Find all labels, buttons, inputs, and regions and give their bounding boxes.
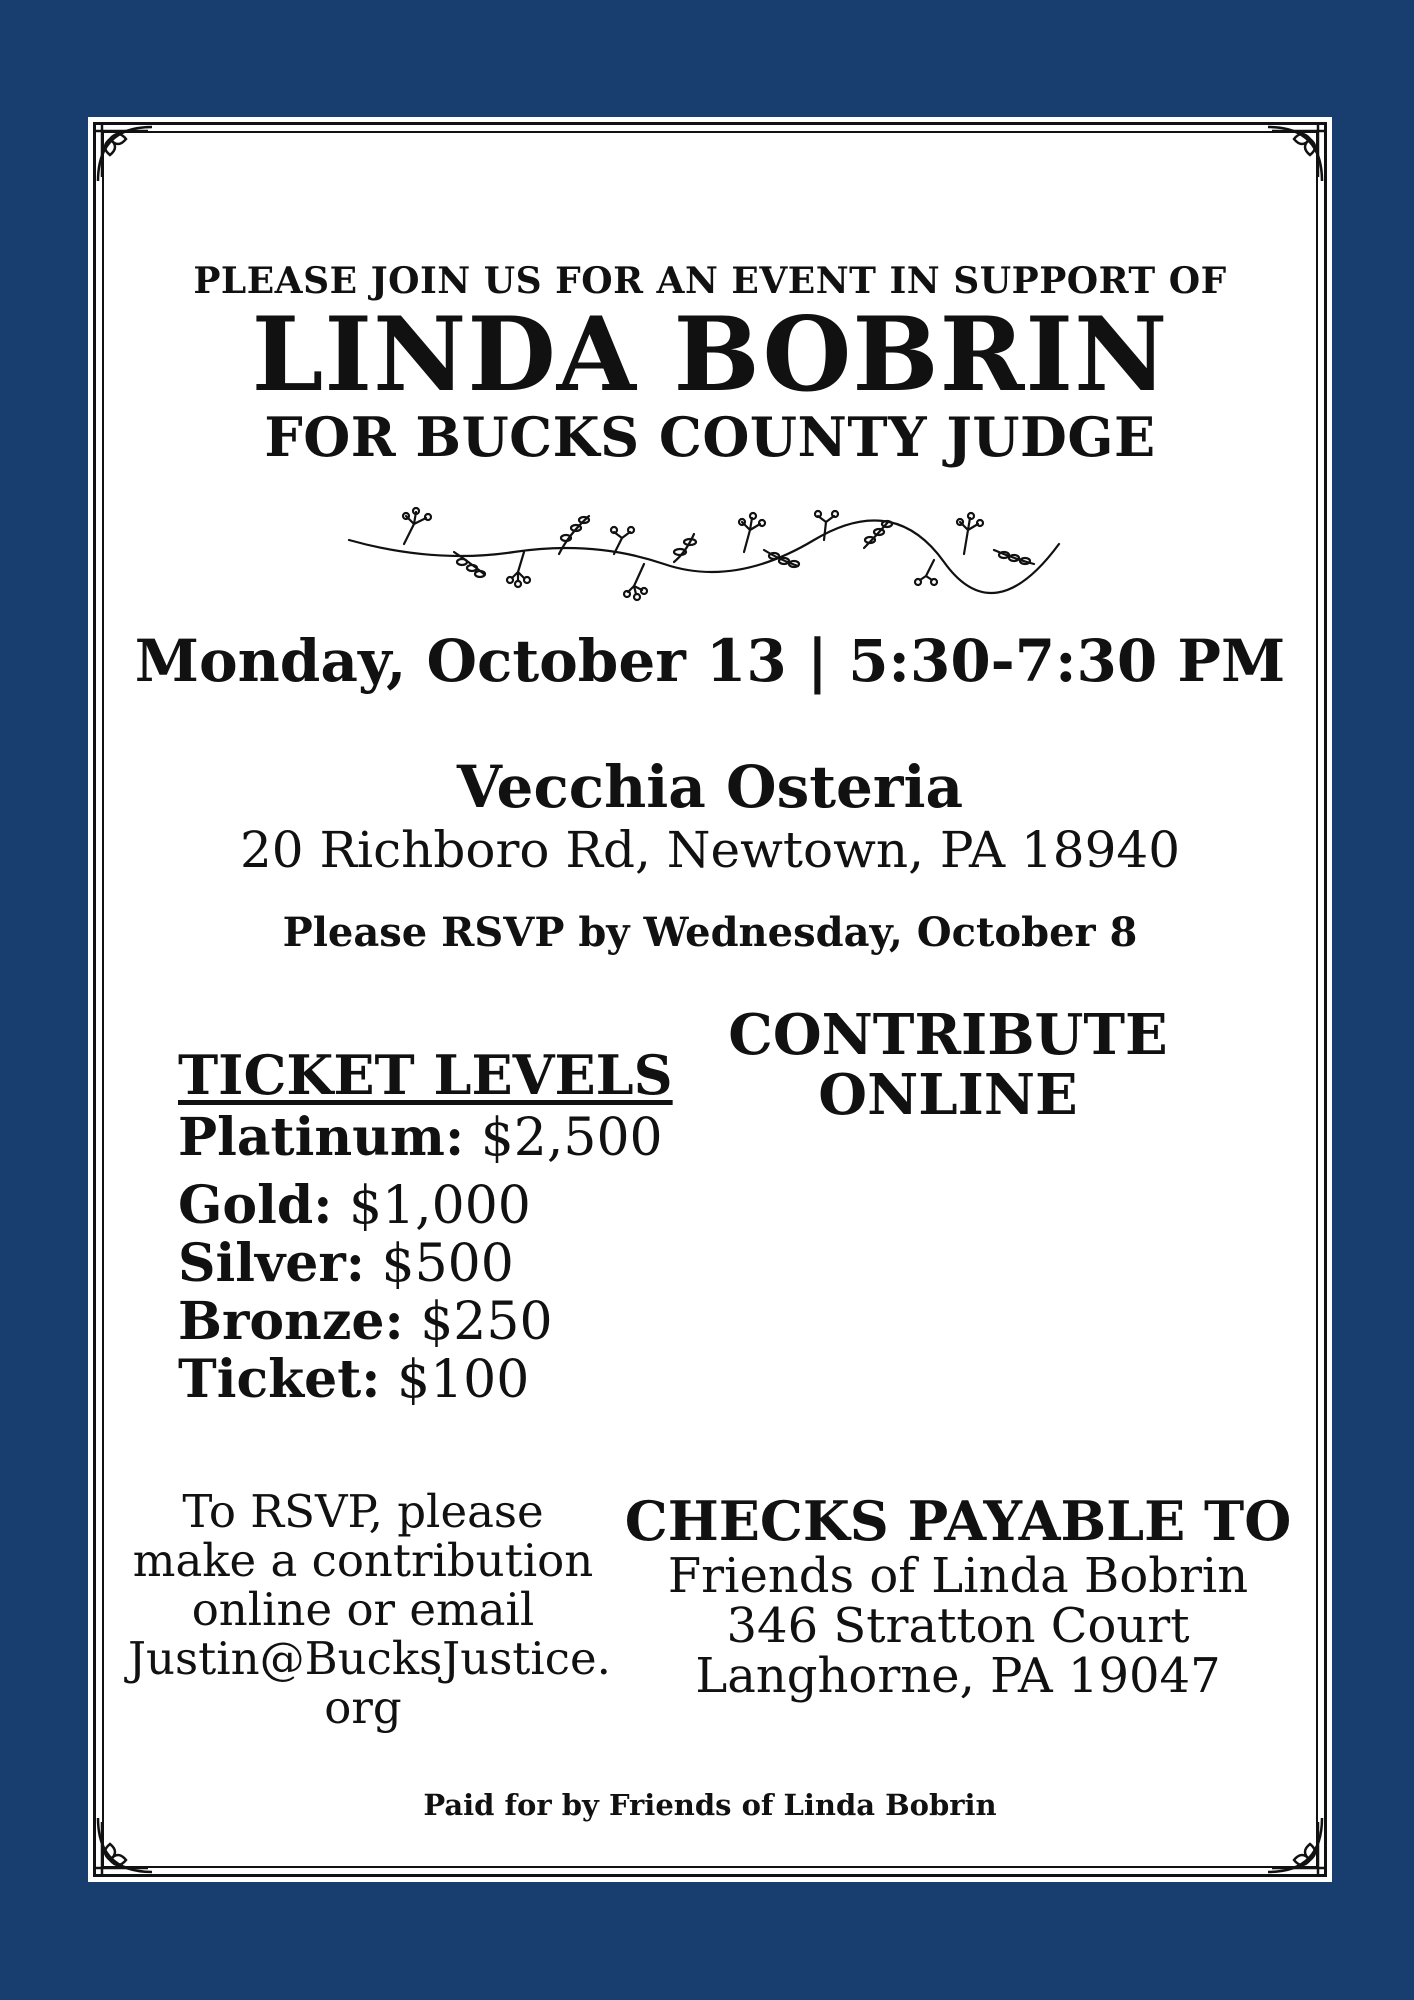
paid-for-disclaimer: Paid for by Friends of Linda Bobrin [423, 1788, 997, 1822]
ticket-level-ticket [178, 1351, 663, 1409]
ticket-level-name: Gold: [178, 1175, 333, 1236]
contribute-line: ONLINE [818, 1062, 1078, 1128]
ticket-level-silver [178, 1235, 663, 1293]
rsvp-email-line: Justin@BucksJustice. [128, 1632, 611, 1685]
pre-heading: PLEASE JOIN US FOR AN EVENT IN SUPPORT OF [193, 260, 1227, 302]
ticket-level-price: $2,500 [480, 1108, 663, 1168]
venue-name: Vecchia Osteria [456, 753, 964, 821]
ticket-level-price: $1,000 [348, 1176, 531, 1236]
rsvp-deadline: Please RSVP by Wednesday, October 8 [282, 909, 1138, 956]
rsvp-line: To RSVP, please [182, 1485, 544, 1538]
checks-payable-heading: CHECKS PAYABLE TO [624, 1489, 1292, 1553]
ticket-level-price: $500 [381, 1234, 514, 1294]
corner-ornament-icon [88, 117, 160, 189]
rsvp-email-line: org [324, 1681, 402, 1734]
ticket-levels-list [178, 1109, 663, 1409]
ticket-level-gold [178, 1177, 663, 1235]
invitation-card [88, 117, 1332, 1882]
ticket-level-price: $250 [420, 1292, 553, 1352]
checks-city: Langhorne, PA 19047 [695, 1648, 1221, 1704]
rsvp-line: online or email [191, 1583, 535, 1636]
contribute-line: CONTRIBUTE [728, 1002, 1168, 1068]
rsvp-instructions [128, 1485, 611, 1734]
checks-payable-block [618, 1489, 1298, 1704]
rsvp-line: make a contribution [132, 1534, 594, 1587]
checks-payee: Friends of Linda Bobrin [667, 1548, 1249, 1604]
candidate-office: FOR BUCKS COUNTY JUDGE [264, 405, 1156, 469]
ticket-level-bronze [178, 1293, 663, 1351]
ticket-level-price: $100 [396, 1350, 530, 1410]
venue-address: 20 Richboro Rd, Newtown, PA 18940 [239, 821, 1181, 879]
candidate-name: LINDA BOBRIN [251, 295, 1169, 415]
ticket-level-name: Bronze: [178, 1291, 404, 1352]
ticket-level-name: Platinum: [178, 1107, 465, 1168]
ticket-level-platinum [178, 1109, 663, 1167]
corner-ornament-icon [1260, 117, 1332, 189]
ticket-level-name: Silver: [178, 1233, 365, 1294]
event-datetime: Monday, October 13 | 5:30-7:30 PM [134, 627, 1286, 695]
ticket-levels-heading: TICKET LEVELS [178, 1043, 673, 1107]
checks-street: 346 Stratton Court [726, 1598, 1190, 1654]
ticket-level-name: Ticket: [178, 1349, 381, 1410]
contribute-online-heading [708, 1002, 1188, 1128]
floral-vine-icon [344, 492, 1064, 602]
